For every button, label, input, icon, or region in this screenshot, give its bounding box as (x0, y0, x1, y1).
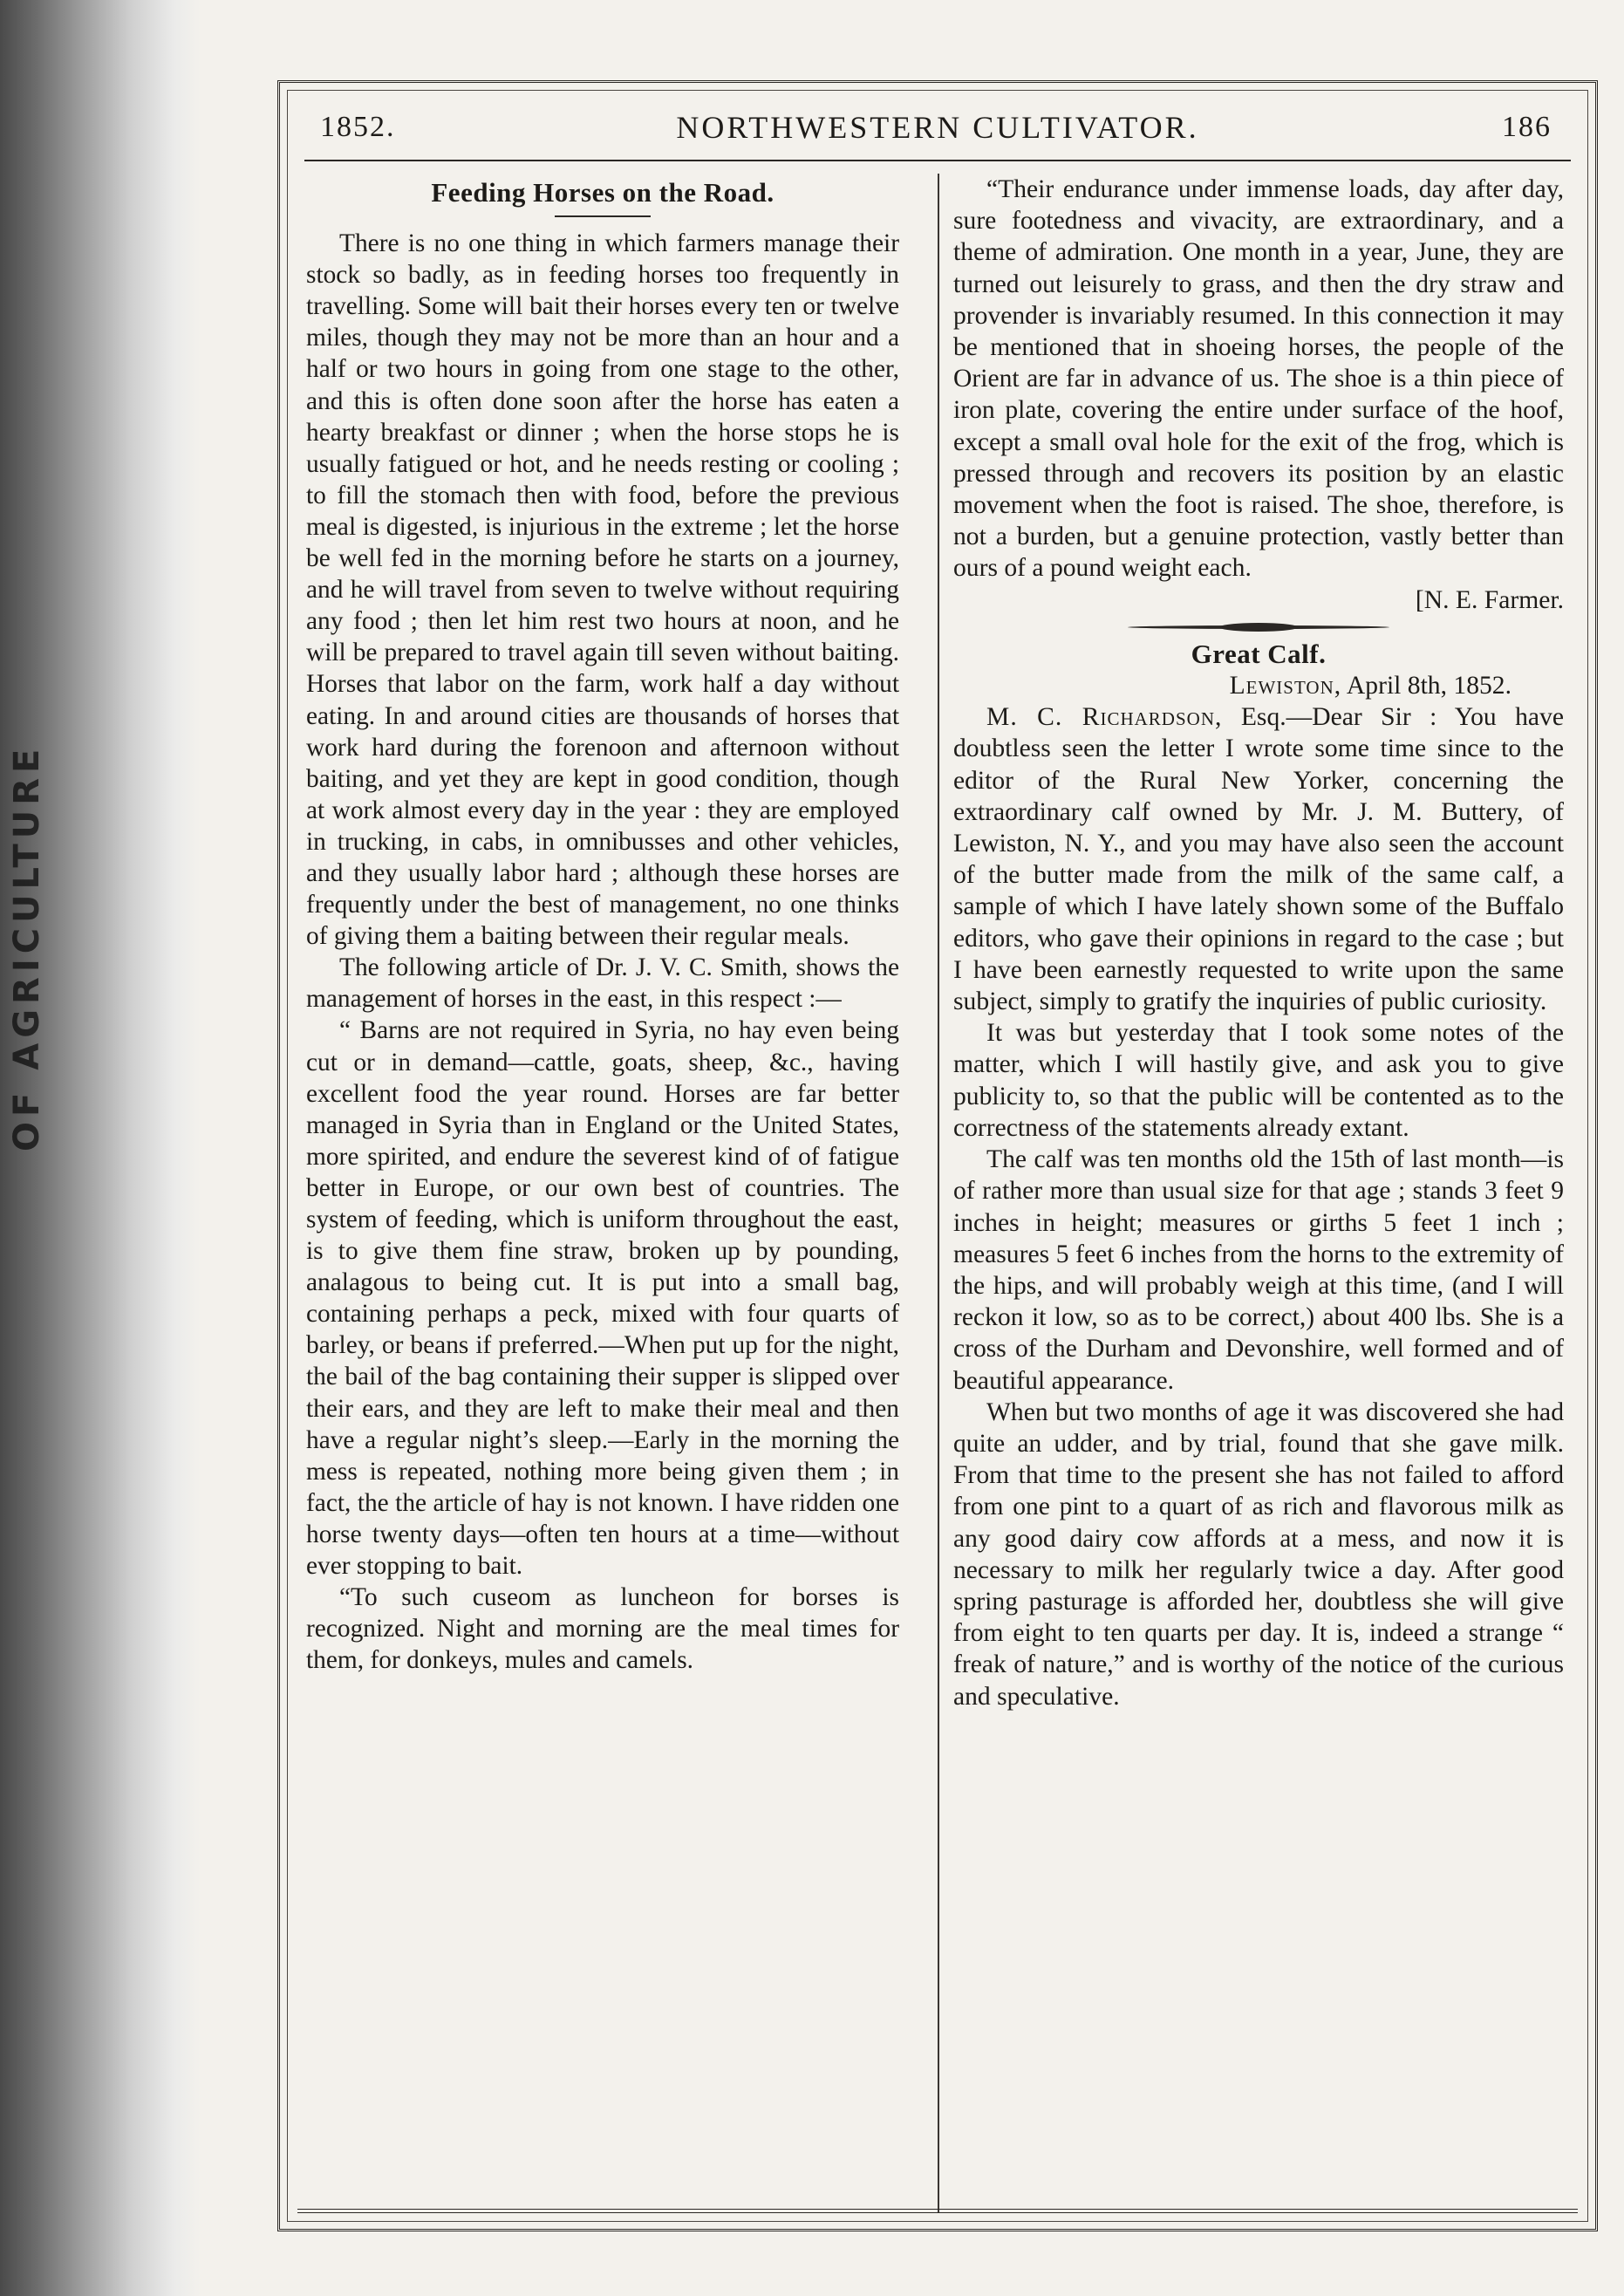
paragraph: When but two months of age it was discovered she had quite an udder, and by trial, found that she gave milk. From that time to the present she has not failed to afford from one pint to a quart of as rich and flavorous milk as any good dairy cow affords at a mess, and now it is necessary to milk her regularly twice a day. After good spring pasturage is afforded her, doubtless she will give from eight to ten quarts per day. It is, indeed a strange “ freak of nature,” and is worthy of the notice of the curious and speculative. (953, 1397, 1564, 1711)
dateline-place: Lewiston, (1229, 672, 1342, 700)
left-column (306, 172, 899, 1676)
spine-text: OF AGRICULTURE (7, 743, 47, 1151)
paragraph: “Their endurance under immense loads, day after day, sure footedness and vivacity, are extraordinary, and a theme of admiration. One month in a year, June, they are turned out leisurely to grass, and then the dry straw and provender is invariably resumed. In this connection it may be mentioned that in shoeing horses, the people of the Orient are far in advance of us. The shoe is a thin piece of iron plate, covering the entire under surface of the hoof, except a small oval hole for the exit of the frog, which is pressed through and recovers its position by an elastic movement when the foot is raised. The shoe, therefore, is not a burden, but a genuine protection, vastly better than ours of a pound weight each. (953, 175, 1564, 583)
header-page-number: 186 (1502, 111, 1552, 143)
attribution (953, 584, 1564, 616)
header-year: 1852. (320, 111, 396, 143)
right-column (953, 174, 1564, 1712)
dateline-date: April 8th, 1852. (1346, 672, 1511, 700)
paragraph: “ Barns are not required in Syria, no hay even being cut or in demand—cattle, goats, sheep, &c., having excellent food the year round. Horses are far better managed in Syria than in England or the United States, more spirited, and endure the severest kind of of fatigue better in Europe, or our own best of countries. The system of feeding, which is uniform throughout the east, is to give them fine straw, broken up by pounding, analagous to being cut. It is put into a small bag, containing perhaps a peck, mixed with four quarts of barley, or beans if preferred.—When put up for the night, the bail of the bag containing their supper is slipped over their ears, and they are left to make their meal and then have a regular night’s sleep.—Early in the morning the mess is repeated, nothing more being given them ; in fact, the the article of hay is not known. I have ridden one horse twenty days—often ten hours at a time—without ever stopping to bait. (306, 1016, 899, 1581)
paragraph: The following article of Dr. J. V. C. Smith, shows the management of horses in the east, in this respect :— (306, 953, 899, 1014)
paragraph (953, 701, 1564, 1017)
article-title-feeding-horses: Feeding Horses on the Road. (431, 177, 774, 208)
title-rule (555, 215, 651, 217)
paragraph: It was but yesterday that I took some notes of the matter, which I will hastily give, and ask you to give publicity to, so that the public will be contented as to the correctness of the statements already extant. (953, 1019, 1564, 1142)
paragraph: “To such cuseom as luncheon for borses is recognized. Night and morning are the meal times for them, for donkeys, mules and camels. (306, 1583, 899, 1675)
paragraph: There is no one thing in which farmers manage their stock so badly, as in feeding horses too frequently in travelling. Some will bait their horses every ten or twelve miles, though they may not be more than an hour and a half or two hours in going from one stage to the other, and this is often done soon after the horse has eaten a hearty breakfast or dinner ; when the horse stops he is usually fatigued or hot, and he needs resting or cooling ; to fill the stomach then with food, before the previous meal is digested, is injurious in the extreme ; let the horse be well fed in the morning before he starts on a journey, and he will travel from seven to twelve without requiring any food ; then let him rest two hours at noon, and he will be prepared to travel again till seven without baiting. Horses that labor on the farm, work half a day without eating. In and around cities are thousands of horses that work hard during the forenoon and afternoon without baiting, and yet they are kept in good condition, though at work almost every day in the year : they are employed in trucking, in cabs, in omnibusses and other vehicles, and they usually labor hard ; although these horses are frequently under the best of management, no one thinks of giving them a baiting between their regular meals. (306, 229, 899, 951)
attribution-text: [N. E. Farmer. (1415, 585, 1564, 614)
column-divider (938, 174, 939, 2213)
article-title-great-calf: Great Calf. (1191, 638, 1327, 669)
bottom-rule (297, 2209, 1578, 2213)
paragraph: The calf was ten months old the 15th of last month—is of rather more than usual size for that age ; stands 3 feet 9 inches in height; measures or girths 5 feet 1 inch ; measures 5 feet 6 inches from the horns to the extremity of the hips, and will probably weigh at this time, (and I will reckon it low, so as to be correct,) about 400 lbs. She is a cross of the Durham and Devonshire, well formed and of beautiful appearance. (953, 1145, 1564, 1395)
dateline (953, 670, 1564, 701)
section-ornament (1128, 621, 1389, 633)
salutation-name: M. C. Richardson, (986, 703, 1223, 732)
paragraph-text: Esq.—Dear Sir : You have doubtless seen the letter I wrote some time since to the editor of the Rural New Yorker, concerning the extraordinary calf owned by Mr. J. M. Buttery, of Lewiston, N. Y., and you may have also seen the account of the butter made from the milk of the same calf, a sample of which I have lately shown some of the Buffalo editors, who gave their opinions in regard to the case ; but I have been earnestly requested to write upon the same subject, simply to gratify the inquiries of public curiosity. (953, 703, 1565, 1016)
newspaper-page (277, 80, 1598, 2231)
page-header (304, 107, 1571, 161)
header-title: NORTHWESTERN CULTIVATOR. (676, 110, 1199, 145)
